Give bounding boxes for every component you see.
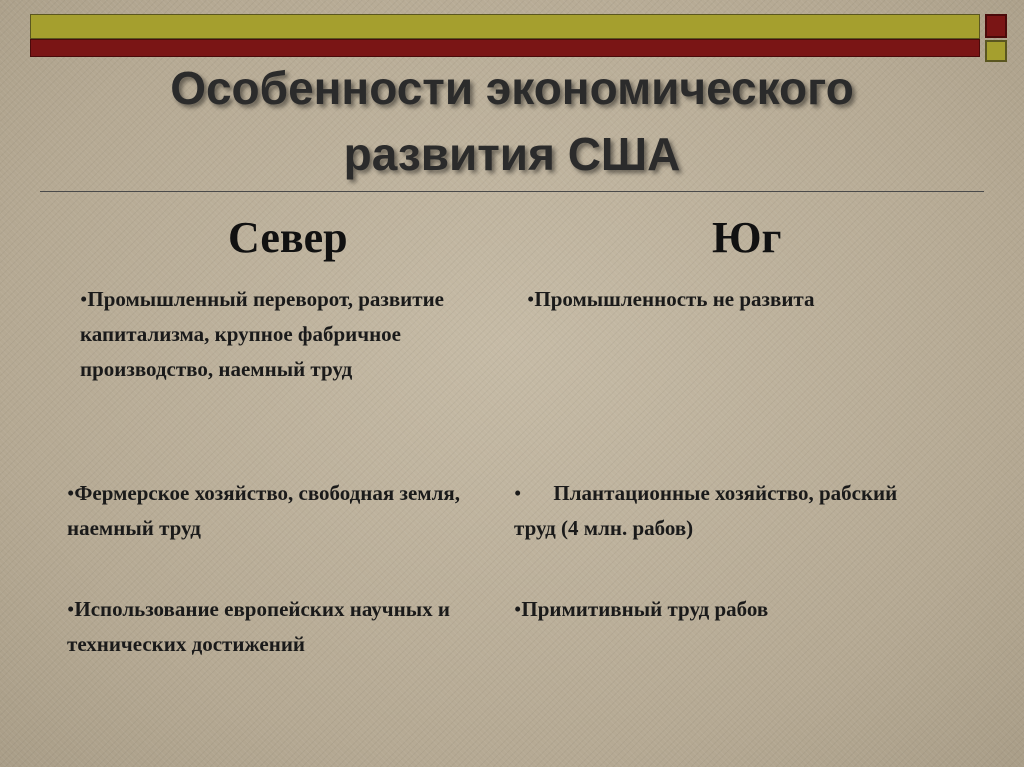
header-bar-olive (30, 14, 980, 39)
bullet-icon: • (514, 597, 522, 621)
title-line-2: развития США (343, 128, 681, 180)
south-item-3-text: Примитивный труд рабов (521, 597, 769, 621)
corner-square-maroon (985, 14, 1007, 38)
north-item-1-text: Промышленный переворот, развитие капитализма, крупное фабричное производство, наемный труд (80, 287, 445, 381)
slide-title (40, 55, 984, 187)
bullet-icon: • (80, 287, 88, 311)
north-item-3-text: Использование европейских научных и технических достижений (67, 597, 450, 656)
south-item-1-text: Промышленность не развита (534, 287, 815, 311)
north-item-3 (67, 592, 467, 662)
title-divider (40, 191, 984, 192)
bullet-icon: • (527, 287, 535, 311)
corner-square-olive (985, 40, 1007, 62)
south-item-3 (514, 592, 954, 627)
north-item-2 (67, 476, 492, 546)
title-line-1: Особенности экономического (170, 62, 854, 114)
north-item-2-text: Фермерское хозяйство, свободная земля, наемный труд (67, 481, 460, 540)
south-item-2-text: Плантационные хозяйство, рабский труд (4 млн. рабов) (514, 481, 898, 540)
column-header-north: Север (228, 213, 348, 262)
bullet-icon: • (514, 481, 522, 505)
column-header-south: Юг (712, 213, 782, 262)
south-item-2 (514, 476, 934, 546)
bullet-icon: • (67, 597, 75, 621)
north-item-1 (80, 282, 505, 387)
bullet-icon: • (67, 481, 75, 505)
south-item-1 (527, 282, 967, 317)
